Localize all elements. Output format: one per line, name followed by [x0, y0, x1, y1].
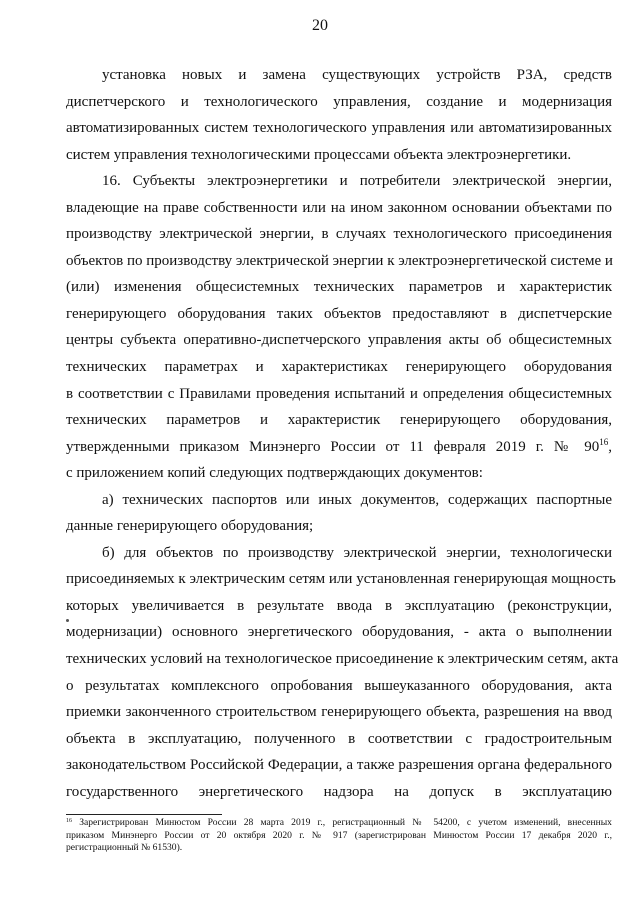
text-line-with-footnote-ref: утвержденными приказом Минэнерго России от 11 февраля 2019 г. № $90^{16}$,: [66, 436, 612, 455]
document-body: [66, 62, 619, 805]
text-line: государственного энергетического надзора на допуск в эксплуатацию: [66, 783, 612, 800]
footnote-line: регистрационный № 61530).: [66, 842, 183, 853]
footnote-line: приказом Минэнерго России от 20 октября 2020 г. № 917 (зарегистрирован Минюстом России 17 декабря 2020 г.,: [66, 829, 612, 841]
text-line: владеющие на праве собственности или на ином законном основании объектами по: [66, 199, 612, 216]
text-line: (или) изменения общесистемных технических параметров и характеристик: [66, 279, 612, 296]
footnote-reference: 16: [599, 436, 609, 447]
text-line: законодательством Российской Федерации, а также разрешения органа федерального: [66, 757, 612, 774]
paragraph-16: [66, 168, 612, 487]
text-line: утвержденными приказом Минэнерго России от 11 февраля 2019 г. № 90: [66, 438, 600, 455]
scan-speck: [66, 619, 69, 622]
text-line: автоматизированных систем технологического управления или автоматизированных: [66, 120, 612, 137]
text-line: производству электрической энергии, в случаях технологического присоединения: [66, 226, 612, 243]
footnote-text: Зарегистрирован Минюстом России 28 марта 2019 г., регистрационный № 54200, с учетом изменений, внесенных: [79, 817, 612, 828]
text-line: которых увеличивается в результате ввода в эксплуатацию (реконструкции,: [66, 597, 612, 614]
text-line: б) для объектов по производству электрической энергии, технологически: [102, 544, 612, 561]
paragraph-1: [66, 62, 612, 168]
text-line: технических условий на технологическое присоединение к электрическим сетям, акта: [66, 651, 619, 668]
text-line: о результатах комплексного опробования вышеуказанного оборудования, акта: [66, 677, 612, 694]
text-line: систем управления технологическими процессами объекта электроэнергетики.: [66, 146, 572, 163]
text-line: приемки законченного строительством генерирующего объекта, разрешения на ввод: [66, 704, 612, 721]
text-line: а) технических паспортов или иных документов, содержащих паспортные: [102, 491, 612, 508]
text-line: в соответствии с Правилами проведения испытаний и определения общесистемных: [66, 385, 612, 402]
text-line: технических параметров и характеристик генерирующего оборудования,: [66, 412, 612, 429]
footnote: [66, 817, 612, 855]
page-number: 20: [312, 17, 328, 34]
text-line: модернизации) основного энергетического оборудования, - акта о выполнении: [66, 624, 612, 641]
text-line: 16. Субъекты электроэнергетики и потребители электрической энергии,: [102, 173, 612, 190]
footnote-line: [66, 817, 612, 830]
text-line: присоединяемых к электрическим сетям или установленная генерирующая мощность: [66, 571, 616, 588]
text-line: установка новых и замена существующих устройств РЗА, средств: [102, 67, 612, 83]
text-line: данные генерирующего оборудования;: [66, 518, 314, 535]
list-item-a: [66, 487, 612, 540]
text-line: центры субъекта оперативно-диспетчерского управления акты об общесистемных: [66, 332, 612, 349]
text-line: с приложением копий следующих подтверждающих документов:: [66, 465, 483, 482]
text-line: технических параметрах и характеристиках генерирующего оборудования: [66, 359, 612, 376]
footnote-separator: [66, 814, 222, 815]
footnote-marker: 16: [66, 818, 72, 824]
text-line: генерирующего оборудования таких объектов предоставляют в диспетчерские: [66, 305, 612, 322]
text-line: объектов по производству электрической энергии к электроэнергетической системе и: [66, 252, 613, 269]
text-line: диспетчерского и технологического управления, создание и модернизация: [66, 93, 612, 110]
text-line: объекта в эксплуатацию, полученного в соответствии с градостроительным: [66, 730, 612, 747]
list-item-b: [66, 540, 619, 805]
